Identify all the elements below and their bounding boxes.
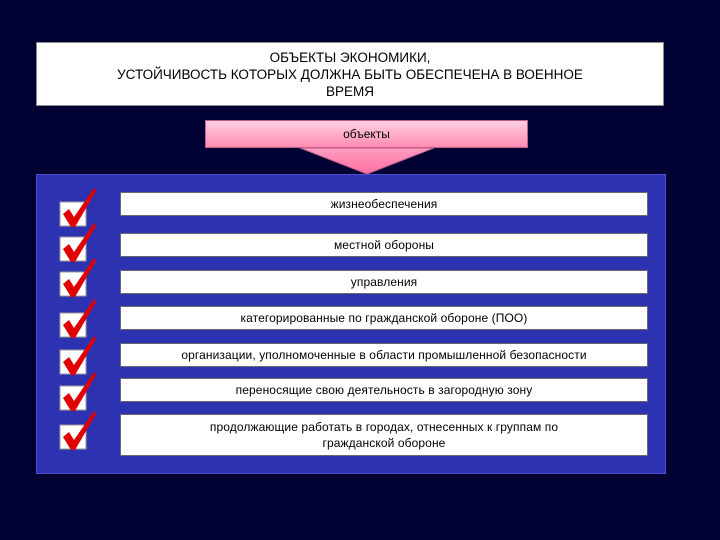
checkbox-checked-icon (58, 256, 98, 300)
list-item-label: управления (350, 275, 418, 289)
title-box (36, 42, 664, 106)
list-item (120, 233, 648, 257)
checkbox-checked-icon (58, 370, 98, 414)
list-item (120, 343, 648, 367)
list-item-label: переносящие свою деятельность в загородную зону (235, 383, 533, 397)
list-item (120, 378, 648, 402)
list-item (120, 192, 648, 216)
list-item (120, 270, 648, 294)
objects-header-label: объекты (343, 127, 390, 141)
list-item-label: продолжающие работать в городах, отнесенных к группам по гражданской обороне (209, 420, 559, 450)
list-item-label: местной обороны (333, 238, 435, 252)
list-item-label: жизнеобеспечения (330, 197, 438, 211)
down-arrow-icon (300, 148, 434, 174)
checkbox-checked-icon (58, 409, 98, 453)
objects-header-bar (205, 120, 528, 148)
page-title: ОБЪЕКТЫ ЭКОНОМИКИ, УСТОЙЧИВОСТЬ КОТОРЫХ ДОЛЖНА БЫТЬ ОБЕСПЕЧЕНА В ВОЕННОЕ ВРЕМЯ (117, 49, 583, 99)
list-item-label: категорированные по гражданской обороне (ПОО) (240, 311, 528, 325)
list-item (120, 414, 648, 456)
list-item (120, 306, 648, 330)
list-item-label: организации, уполномоченные в области промышленной безопасности (181, 348, 587, 362)
checkmarks-column (58, 0, 98, 540)
